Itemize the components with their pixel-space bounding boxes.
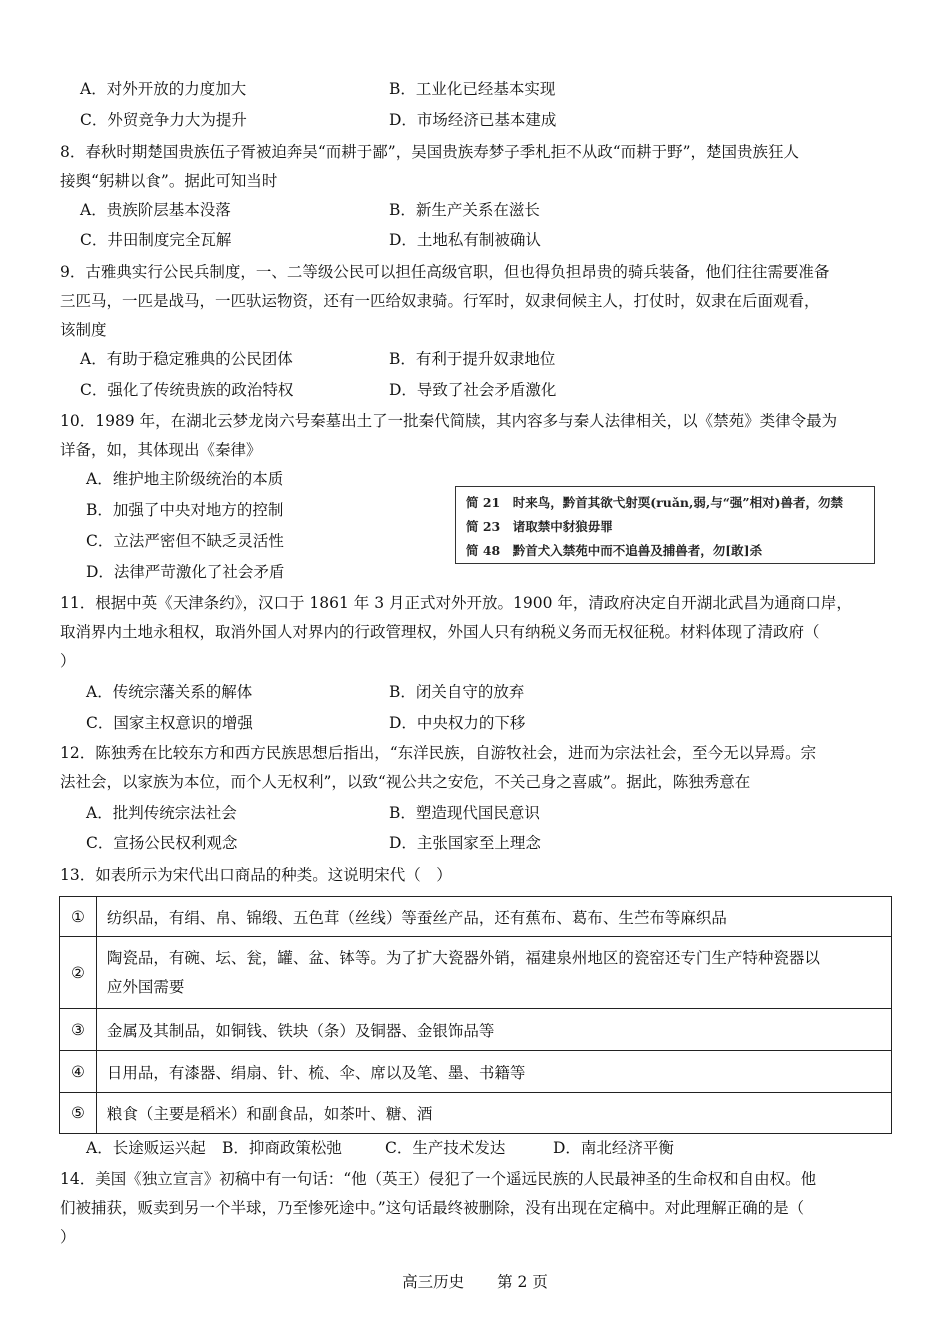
q8-stem-line1: 8．春秋时期楚国贵族伍子胥被迫奔吴“而耕于鄙”，吴国贵族寿梦子季札拒不从政“而耕于野”，楚国贵族狂人: [60, 143, 800, 161]
q10-stem-line1: 10．1989 年，在湖北云梦龙岗六号秦墓出土了一批秦代简牍，其内容多与秦人法律相关，以《禁苑》类律令最为: [60, 412, 838, 430]
row-text: 日用品，有漆器、绢扇、针、梳、伞、席以及笔、墨、书籍等: [96, 1051, 891, 1093]
row-number: ②: [60, 937, 97, 1009]
song-exports-table: [59, 896, 892, 1134]
row-number: ①: [60, 897, 97, 937]
slip-48: 简 48 黔首犬入禁苑中而不追兽及捕兽者，勿[敢]杀: [466, 543, 763, 558]
table-row: [60, 1009, 892, 1051]
q9-option-d: D．导致了社会矛盾激化: [389, 381, 557, 399]
q12-stem-line1: 12．陈独秀在比较东方和西方民族思想后指出，“东洋民族，自游牧社会，进而为宗法社会，至今无以异焉。宗: [60, 744, 817, 762]
row-text-line1: 陶瓷品，有碗、坛、瓮，罐、盆、钵等。为了扩大瓷器外销，福建泉州地区的瓷窑还专门生产特种瓷器以: [106, 948, 820, 967]
table-row: [60, 897, 892, 937]
row-number: ⑤: [60, 1093, 97, 1134]
q14-stem-line3: ）: [60, 1228, 76, 1246]
row-text-line2: 应外国需要: [106, 977, 185, 996]
q11-stem-line3: ）: [60, 652, 76, 670]
q8-stem-line2: 接舆“躬耕以食”。据此可知当时: [60, 172, 278, 190]
q11-option-a: A．传统宗藩关系的解体: [86, 683, 253, 701]
q9-option-b: B．有利于提升奴隶地位: [389, 350, 556, 368]
q13-stem-line1: 13．如表所示为宋代出口商品的种类。这说明宋代（ ）: [60, 866, 452, 884]
q14-stem-line1: 14．美国《独立宣言》初稿中有一句话：“他（英王）侵犯了一个遥远民族的人民最神圣的生命权和自由权。他: [60, 1170, 817, 1188]
q11-option-c: C．国家主权意识的增强: [86, 714, 253, 732]
q9-option-a: A．有助于稳定雅典的公民团体: [80, 350, 293, 368]
q9-stem-line2: 三匹马，一匹是战马，一匹驮运物资，还有一匹给奴隶骑。行军时，奴隶伺候主人，打仗时，奴隶在后面观看，: [60, 292, 820, 310]
q8-option-b: B．新生产关系在滋长: [389, 201, 540, 219]
row-text: [96, 937, 891, 1009]
q8-option-c: C．井田制度完全瓦解: [80, 231, 232, 249]
page-footer: [0, 1270, 950, 1292]
q9-option-c: C．强化了传统贵族的政治特权: [80, 381, 294, 399]
q10-option-a: A．维护地主阶级统治的本质: [86, 470, 284, 488]
q11-stem-line1: 11．根据中英《天津条约》，汉口于 1861 年 3 月正式对外开放。1900 年，清政府决定自开湖北武昌为通商口岸，: [60, 594, 852, 612]
q10-option-d: D．法律严苛激化了社会矛盾: [86, 563, 285, 581]
q9-stem-line3: 该制度: [60, 321, 107, 339]
q11-option-d: D．中央权力的下移: [389, 714, 526, 732]
footer-page-number: 第 2 页: [497, 1273, 548, 1291]
slip-21: 简 21 时来鸟，黔首其欲弋射耎(ruǎn,弱,与“强”相对)兽者，勿禁: [466, 495, 844, 510]
q10-option-b: B．加强了中央对地方的控制: [86, 501, 284, 519]
q12-option-c: C．宣扬公民权利观念: [86, 834, 238, 852]
q11-option-b: B．闭关自守的放弃: [389, 683, 525, 701]
q13-option-d: D．南北经济平衡: [553, 1139, 674, 1157]
row-text: 金属及其制品，如铜钱、铁块（条）及铜器、金银饰品等: [96, 1009, 891, 1051]
q12-option-d: D．主张国家至上理念: [389, 834, 541, 852]
q10-option-c: C．立法严密但不缺乏灵活性: [86, 532, 284, 550]
q11-stem-line2: 取消界内土地永租权，取消外国人对界内的行政管理权，外国人只有纳税义务而无权征税。材料体现了清政府（: [60, 623, 820, 641]
bamboo-slip-excerpt-box: [455, 486, 875, 564]
q12-option-b: B．塑造现代国民意识: [389, 804, 540, 822]
q8-option-a: A．贵族阶层基本没落: [80, 201, 231, 219]
q13-option-b: B．抑商政策松弛: [222, 1139, 342, 1157]
footer-subject: 高三历史: [402, 1273, 465, 1291]
q13-option-a: A．长途贩运兴起: [86, 1139, 206, 1157]
q14-stem-line2: 们被捕获，贩卖到另一个半球，乃至惨死途中。”这句话最终被删除，没有出现在定稿中。对此理解正确的是（: [60, 1199, 805, 1217]
q12-option-a: A．批判传统宗法社会: [86, 804, 237, 822]
q7-option-d: D．市场经济已基本建成: [389, 111, 557, 129]
q7-option-c: C．外贸竞争力大为提升: [80, 111, 247, 129]
row-number: ④: [60, 1051, 97, 1093]
q7-option-a: A．对外开放的力度加大: [80, 80, 247, 98]
table-row: [60, 1051, 892, 1093]
q13-option-c: C．生产技术发达: [385, 1139, 506, 1157]
q8-option-d: D．土地私有制被确认: [389, 231, 541, 249]
row-number: ③: [60, 1009, 97, 1051]
table-row: [60, 937, 892, 1009]
row-text: 纺织品，有绢、帛、锦缎、五色茸（丝线）等蚕丝产品，还有蕉布、葛布、生苎布等麻织品: [96, 897, 891, 937]
table-row: [60, 1093, 892, 1134]
q9-stem-line1: 9．古雅典实行公民兵制度，一、二等级公民可以担任高级官职，但也得负担昂贵的骑兵装备，他们往往需要准备: [60, 263, 830, 281]
slip-23: 简 23 诸取禁中豺狼毋罪: [466, 519, 613, 534]
q12-stem-line2: 法社会，以家族为本位，而个人无权利”，以致“视公共之安危，不关己身之喜戚”。据此，陈独秀意在: [60, 773, 751, 791]
row-text: 粮食（主要是稻米）和副食品，如茶叶、糖、酒: [96, 1093, 891, 1134]
q10-stem-line2: 详备，如，其体现出《秦律》: [60, 441, 262, 459]
q7-option-b: B．工业化已经基本实现: [389, 80, 556, 98]
